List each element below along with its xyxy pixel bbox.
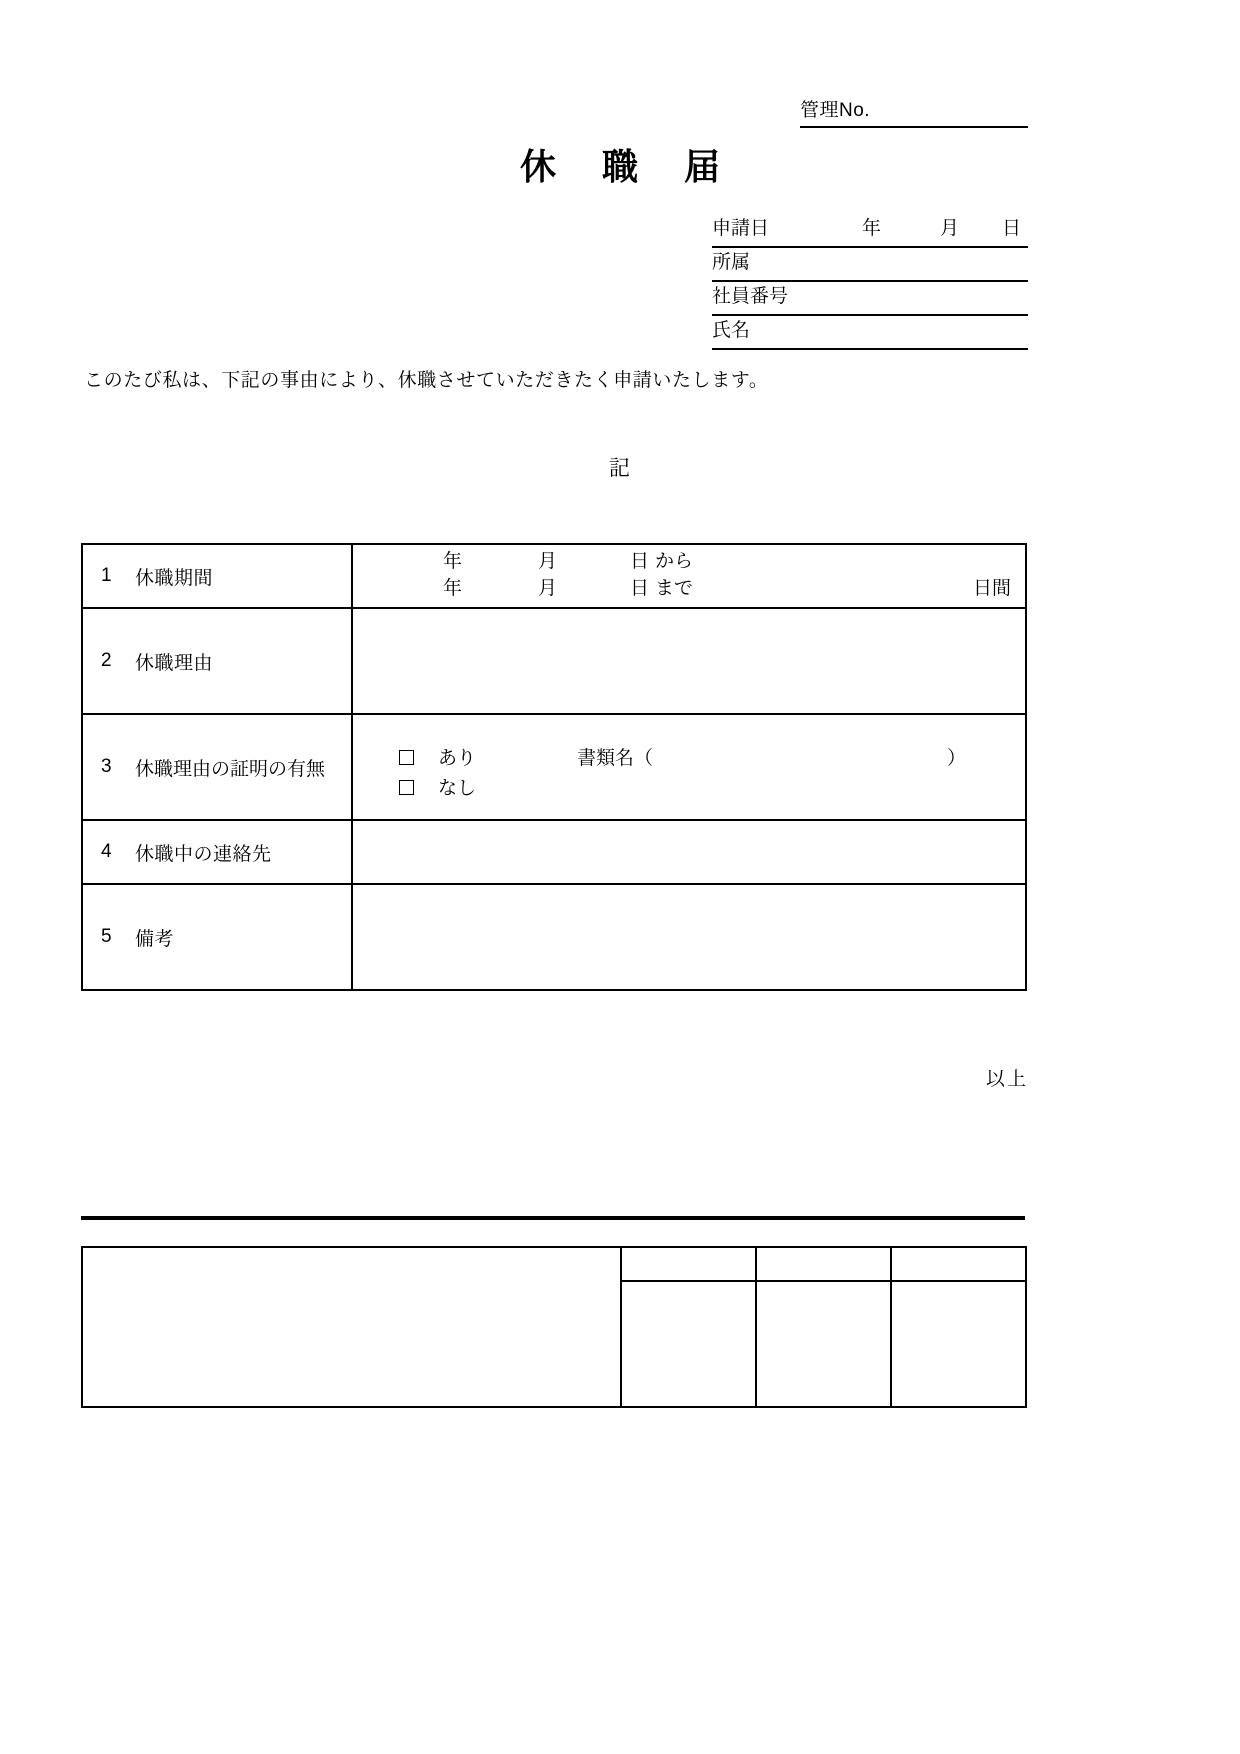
leave-period-entry xyxy=(353,545,1025,607)
application-date-slots xyxy=(862,214,1022,244)
applicant-info-block xyxy=(712,214,1028,350)
row-label-cell-contact-during-leave xyxy=(82,820,352,884)
item-number-2: 2 xyxy=(101,650,113,671)
approval-table xyxy=(81,1246,1027,1408)
approval-header-row xyxy=(82,1247,1026,1281)
approval-stamp-header-1 xyxy=(621,1247,756,1281)
row-field-cell-leave-reason[interactable] xyxy=(352,608,1026,714)
period-from-label: から xyxy=(655,551,694,572)
applicant-label-department: 所属 xyxy=(712,252,751,273)
date-day-label: 日 xyxy=(1002,218,1022,239)
proof-option-no-label: なし xyxy=(438,778,477,799)
item-label-leave-period xyxy=(83,545,351,607)
item-number-3: 3 xyxy=(101,756,113,777)
leave-details-table xyxy=(81,543,1027,991)
approval-notes-cell[interactable] xyxy=(82,1247,621,1407)
management-number-label: 管理No. xyxy=(800,100,871,121)
proof-option-no[interactable] xyxy=(399,773,476,800)
applicant-label-application-date: 申請日 xyxy=(712,218,770,239)
table-row-leave-reason xyxy=(82,608,1026,714)
approval-stamp-cell-2[interactable] xyxy=(756,1281,891,1407)
item-label-remarks xyxy=(83,885,351,989)
row-label-cell-proof-of-reason xyxy=(82,714,352,820)
proof-option-yes[interactable] xyxy=(399,743,476,770)
row-label-cell-leave-reason xyxy=(82,608,352,714)
row-field-cell-contact-during-leave[interactable] xyxy=(352,820,1026,884)
item-label-contact-during-leave xyxy=(83,821,351,883)
item-number-1: 1 xyxy=(101,565,113,586)
item-number-5: 5 xyxy=(101,926,113,947)
checkbox-icon-no[interactable] xyxy=(399,780,414,795)
period-start-month-label: 月 xyxy=(538,551,558,572)
item-label-proof-of-reason xyxy=(83,715,351,819)
row-field-cell-proof-of-reason xyxy=(352,714,1026,820)
approval-stamp-header-2 xyxy=(756,1247,891,1281)
item-text-proof-of-reason: 休職理由の証明の有無 xyxy=(135,758,326,780)
table-row-proof-of-reason xyxy=(82,714,1026,820)
applicant-row-application-date[interactable] xyxy=(712,214,1028,248)
management-number-field[interactable] xyxy=(800,100,1028,128)
section-divider xyxy=(81,1216,1025,1220)
date-month-label: 月 xyxy=(940,218,960,239)
document-name-paren-close: ） xyxy=(947,748,967,769)
applicant-row-name[interactable] xyxy=(712,316,1028,350)
applicant-label-name: 氏名 xyxy=(712,320,751,341)
approval-stamp-cell-3[interactable] xyxy=(891,1281,1026,1407)
checkbox-icon-yes[interactable] xyxy=(399,750,414,765)
item-text-contact-during-leave: 休職中の連絡先 xyxy=(135,843,272,865)
period-total-days-label: 日間 xyxy=(972,578,1011,599)
item-text-remarks: 備考 xyxy=(135,928,175,950)
period-end-year-label: 年 xyxy=(443,578,463,599)
row-field-cell-leave-period[interactable] xyxy=(352,544,1026,608)
item-number-4: 4 xyxy=(101,841,113,862)
proof-options-group xyxy=(353,715,1025,819)
period-start-year-label: 年 xyxy=(443,551,463,572)
leave-period-end-line xyxy=(353,576,1025,602)
approval-stamp-header-3 xyxy=(891,1247,1026,1281)
table-row-contact-during-leave xyxy=(82,820,1026,884)
row-label-cell-remarks xyxy=(82,884,352,990)
leave-period-start-line xyxy=(353,549,1025,575)
applicant-row-department[interactable] xyxy=(712,248,1028,282)
period-end-month-label: 月 xyxy=(538,578,558,599)
ki-mark: 記 xyxy=(609,457,631,480)
applicant-label-employee-number: 社員番号 xyxy=(712,286,789,307)
proof-option-yes-label: あり xyxy=(438,748,477,769)
row-field-cell-remarks[interactable] xyxy=(352,884,1026,990)
item-text-leave-period: 休職期間 xyxy=(135,567,214,589)
period-start-day-label: 日 xyxy=(630,551,650,572)
page-title: 休職届 xyxy=(519,146,766,187)
approval-stamp-cell-1[interactable] xyxy=(621,1281,756,1407)
row-label-cell-leave-period xyxy=(82,544,352,608)
document-name-label: 書類名（ xyxy=(577,748,654,769)
table-row-remarks xyxy=(82,884,1026,990)
period-to-label: まで xyxy=(655,578,694,599)
closing-mark: 以上 xyxy=(985,1069,1028,1090)
table-row-leave-period xyxy=(82,544,1026,608)
item-text-leave-reason: 休職理由 xyxy=(135,652,214,674)
item-label-leave-reason xyxy=(83,609,351,713)
period-end-day-label: 日 xyxy=(630,578,650,599)
date-year-label: 年 xyxy=(862,218,882,239)
intro-sentence: このたび私は、下記の事由により、休職させていただきたく申請いたします。 xyxy=(84,370,769,391)
applicant-row-employee-number[interactable] xyxy=(712,282,1028,316)
